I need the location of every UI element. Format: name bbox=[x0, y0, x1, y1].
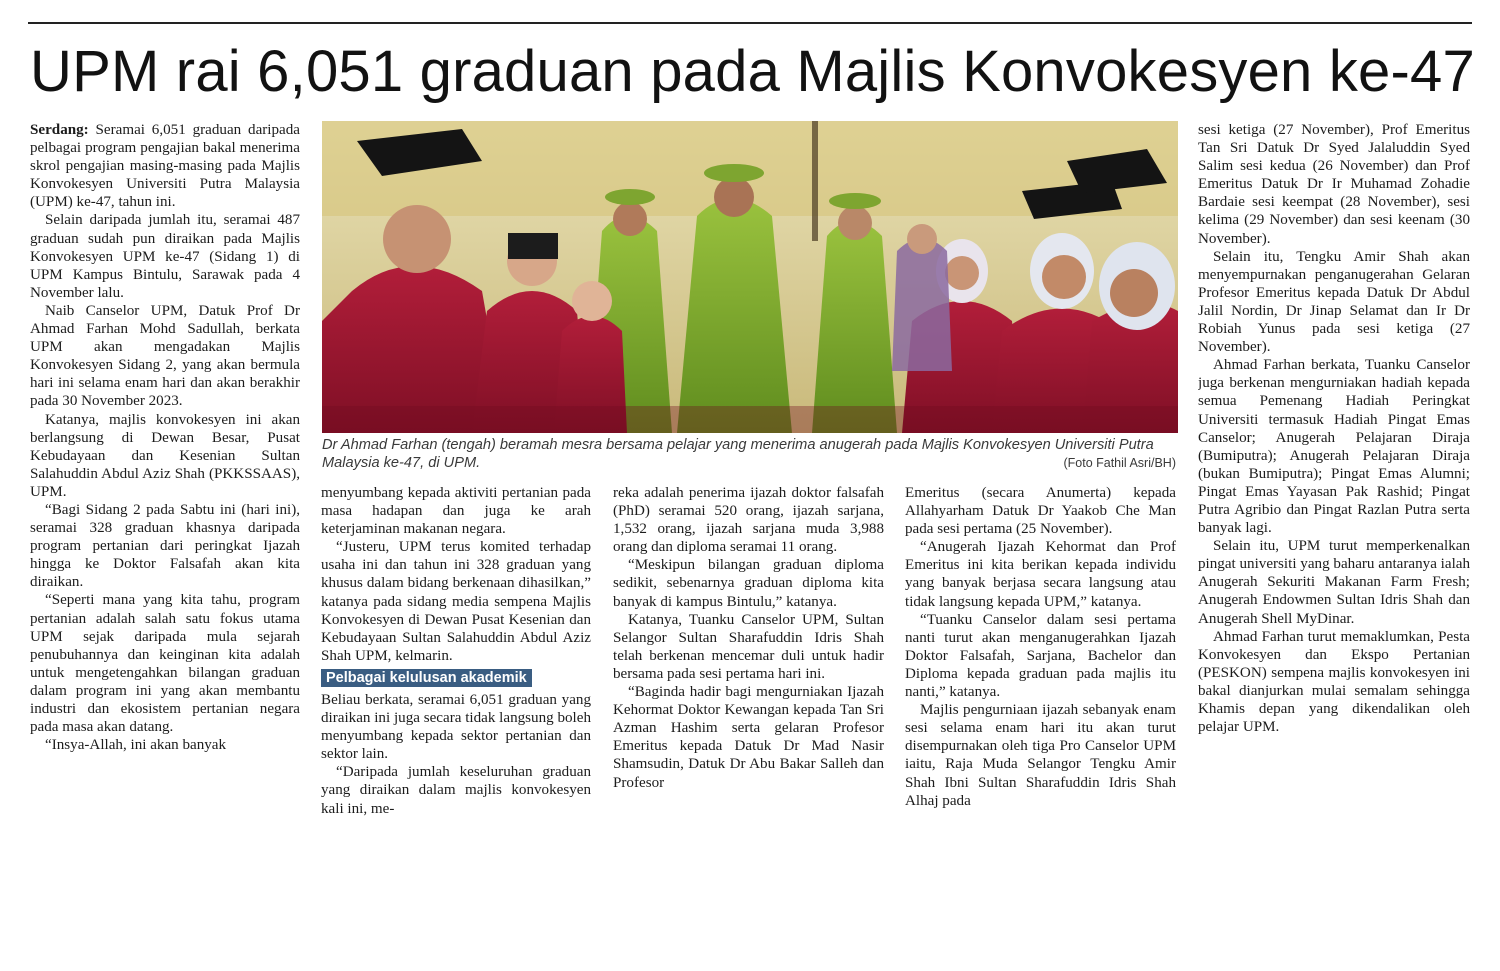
paragraph: “Anugerah Ijazah Kehormat dan Prof Emeritus ini kita berikan kepada individu yang banyak berjasa secara langsung atau tidak langsung kepada UPM,” katanya. bbox=[905, 539, 1176, 610]
paragraph: “Bagi Sidang 2 pada Sabtu ini (hari ini), seramai 328 graduan khasnya daripada program pertanian dari peringkat Ijazah hingga ke Doktor Falsafah akan kita diraikan. bbox=[30, 501, 300, 591]
article-column-5 bbox=[1198, 121, 1470, 936]
paragraph: “Meskipun bilangan graduan diploma sedikit, sebenarnya graduan diploma kita banyak di kampus Bintulu,” katanya. bbox=[613, 557, 884, 610]
paragraph: Beliau berkata, seramai 6,051 graduan yang diraikan ini juga secara tidak langsung boleh menyumbang kepada sektor pertanian dan sektor lain. bbox=[321, 691, 591, 763]
lead-paragraph bbox=[30, 121, 300, 211]
article-column-1 bbox=[30, 121, 300, 936]
top-rule bbox=[28, 22, 1472, 24]
paragraph: Selain itu, UPM turut memperkenalkan pingat universiti yang baharu antaranya ialah Anugerah Sekuriti Makanan Farm Fresh; Anugerah Endowmen Sultan Idris Shah dan Anugerah Shell MyDinar. bbox=[1198, 538, 1470, 627]
section-subheading: Pelbagai kelulusan akademik bbox=[321, 669, 532, 687]
paragraph: Naib Canselor UPM, Datuk Prof Dr Ahmad Farhan Mohd Sadullah, berkata UPM akan mengadakan Majlis Konvokesyen Sidang 2, yang akan bermula hari ini selama enam hari dan akan berakhir pada 30 November 2023. bbox=[30, 302, 300, 410]
headline: UPM rai 6,051 graduan pada Majlis Konvokesyen ke-47 bbox=[30, 39, 1475, 104]
paragraph: Selain itu, Tengku Amir Shah akan menyempurnakan penganugerahan Gelaran Profesor Emeritus kepada Datuk Dr Abdul Jalil Nordin, Dr Jinap Selamat dan Ir Dr Robiah Yunus pada sesi ketiga (27 November). bbox=[1198, 248, 1470, 356]
paragraph-continued: Emeritus (secara Anumerta) kepada Allahyarham Datuk Dr Yaakob Che Man pada sesi pertama (25 November). bbox=[905, 485, 1176, 538]
lead-text: Seramai 6,051 graduan daripada pelbagai program pengajian bakal menerima skrol pengajian masing-masing pada Majlis Konvokesyen Universiti Putra Malaysia (UPM) ke-47, tahun ini. bbox=[30, 122, 300, 211]
article-column-2 bbox=[321, 484, 591, 936]
paragraph: “Tuanku Canselor dalam sesi pertama nanti turut akan menganugerahkan Ijazah Doktor Falsafah, Sarjana, Bachelor dan Diploma kepada graduan pada majlis itu nanti,” katanya. bbox=[905, 611, 1176, 701]
paragraph: Katanya, majlis konvokesyen ini akan berlangsung di Dewan Besar, Pusat Kebudayaan dan Kesenian Sultan Salahuddin Abdul Aziz Shah (PKKSSAAS), UPM. bbox=[30, 411, 300, 500]
paragraph: “Baginda hadir bagi mengurniakan Ijazah Kehormat Doktor Kewangan kepada Tan Sri Azman Hashim serta gelaran Profesor Emeritus kepada Datuk Dr Mad Nasir Shamsudin, Datuk Dr Abu Bakar Salleh dan Profesor bbox=[613, 684, 884, 791]
paragraph: Majlis pengurniaan ijazah sebanyak enam sesi selama enam hari itu akan turut disempurnakan oleh tiga Pro Canselor UPM iaitu, Raja Muda Selangor Tengku Amir Shah Ibni Sultan Sharafuddin Idris Shah Alhaj pada bbox=[905, 702, 1176, 809]
photo-caption bbox=[322, 436, 1178, 476]
article-column-4 bbox=[905, 484, 1176, 936]
paragraph: Selain daripada jumlah itu, seramai 487 graduan sudah pun diraikan pada Majlis Konvokesyen UPM ke-47 (Sidang 1) di UPM Kampus Bintulu, Sarawak pada 4 November lalu. bbox=[30, 212, 300, 301]
paragraph: Ahmad Farhan berkata, Tuanku Canselor juga berkenan mengurniakan hadiah kepada semua Pemenang Hadiah Peringkat Universiti termasuk Hadiah Pingat Emas Canselor; Anugerah Pelajaran Diraja (Bumiputra); Anugerah Pelajaran Diraja (bukan Bumiputra); Pingat Emas Alumni; Pingat Emas Yayasan Pak Rashid; Pingat Putra Agribio dan Pingat Razlan Putra serta banyak lagi. bbox=[1198, 357, 1470, 537]
paragraph: “Daripada jumlah keseluruhan graduan yang diraikan dalam majlis konvokesyen kali ini, me- bbox=[321, 764, 591, 817]
convocation-photo bbox=[322, 121, 1178, 433]
paragraph-continued: sesi ketiga (27 November), Prof Emeritus Tan Sri Datuk Dr Syed Jalaluddin Syed Salim sesi kedua (26 November) dan Prof Emeritus Datuk Dr Ir Muhamad Zohadie Bardaie sesi keempat (28 November), sesi kelima (29 November) dan sesi keenam (30 November). bbox=[1198, 122, 1470, 247]
paragraph-continued: menyumbang kepada aktiviti pertanian pada masa hadapan dan juga ke arah keterjaminan makanan negara. bbox=[321, 485, 591, 538]
article-column-3 bbox=[613, 484, 884, 936]
paragraph: Katanya, Tuanku Canselor UPM, Sultan Selangor Sultan Sharafuddin Idris Shah telah berkenan mencemar duli untuk hadir bersama pada sesi pertama hari ini. bbox=[613, 611, 884, 682]
paragraph: “Seperti mana yang kita tahu, program pertanian adalah salah satu fokus utama UPM sejak daripada mula sejarah penubuhannya dan keinginan kita adalah untuk mengetengahkan bilangan graduan dalam program ini yang akan membantu industri dan ekosistem pertanian negara pada masa akan datang. bbox=[30, 592, 300, 736]
caption-text: Dr Ahmad Farhan (tengah) beramah mesra bersama pelajar yang menerima anugerah pada Majlis Konvokesyen Universiti Putra Malaysia ke-47, di UPM. bbox=[322, 437, 1154, 471]
paragraph-continued: reka adalah penerima ijazah doktor falsafah (PhD) seramai 520 orang, ijazah sarjana, 1,532 orang, ijazah sarjana muda 3,988 orang dan diploma seramai 11 orang. bbox=[613, 485, 884, 556]
photo-credit: (Foto Fathil Asri/BH) bbox=[1063, 456, 1176, 470]
paragraph: “Insya-Allah, ini akan banyak bbox=[45, 737, 227, 754]
paragraph: Ahmad Farhan turut memaklumkan, Pesta Konvokesyen dan Ekspo Pertanian (PESKON) sempena majlis konvokesyen ini bakal dianjurkan mulai semalam sehingga Khamis depan yang dikendalikan oleh pelajar UPM. bbox=[1198, 628, 1470, 736]
dateline: Serdang: bbox=[30, 122, 89, 138]
paragraph: “Justeru, UPM terus komited terhadap usaha ini dan tahun ini 328 graduan yang khusus dalam bidang berkenaan dihasilkan,” katanya pada sidang media sempena Majlis Konvokesyen di Dewan Pusat Kesenian dan Kebudayaan Sultan Salahuddin Abdul Aziz Shah UPM, kelmarin. bbox=[321, 539, 591, 664]
photo-illustration bbox=[322, 121, 1178, 433]
